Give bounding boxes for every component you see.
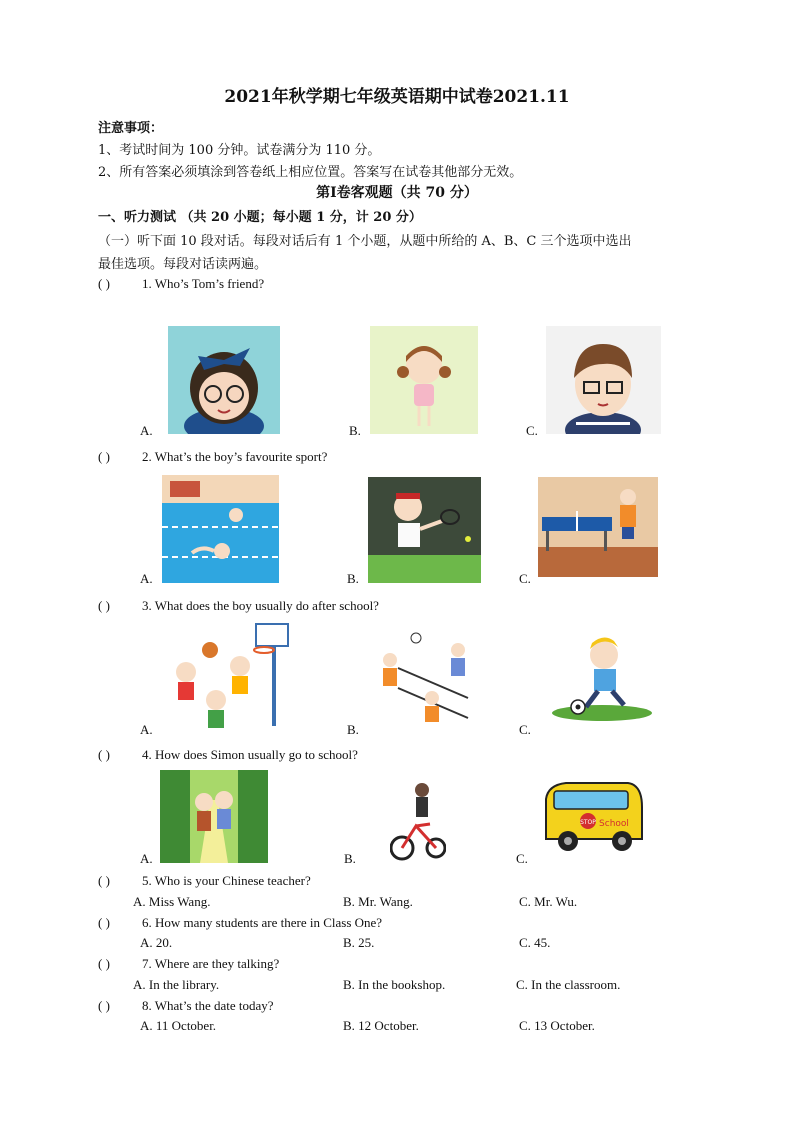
note-item-1: 1、考试时间为 100 分钟。试卷满分为 110 分。	[98, 143, 381, 158]
q7-option-a: A. In the library.	[133, 977, 220, 992]
bus-stop-sign-text: STOP	[580, 819, 596, 826]
answer-blank[interactable]: ( )	[98, 998, 110, 1013]
question-8	[98, 998, 274, 1014]
q2-picture-b-tennis	[368, 477, 481, 583]
q2-option-b-label: B.	[347, 571, 359, 586]
note-item-2: 2、所有答案必须填涂到答卷纸上相应位置。答案写在试卷其他部分无效。	[98, 165, 523, 180]
part1-title: 第Ⅰ卷客观题（共 70 分）	[316, 185, 478, 201]
q2-option-a-label: A.	[140, 571, 153, 586]
q8-option-b: B. 12 October.	[343, 1018, 419, 1033]
question-5-text: 5. Who is your Chinese teacher?	[142, 873, 311, 888]
q3-option-a-label: A.	[140, 722, 153, 737]
section1-title: 一、听力测试 （共 20 小题；每小题 1 分，计 20 分）	[98, 210, 422, 225]
q1-option-c-label: C.	[526, 423, 538, 438]
answer-blank[interactable]: ( )	[98, 276, 110, 291]
q1-picture-c-boy-with-glasses	[546, 326, 661, 434]
q6-option-b: B. 25.	[343, 935, 375, 950]
question-8-text: 8. What’s the date today?	[142, 998, 274, 1013]
q8-option-a: A. 11 October.	[140, 1018, 217, 1033]
answer-blank[interactable]: ( )	[98, 915, 110, 930]
q5-option-b: B. Mr. Wang.	[343, 894, 413, 909]
q4-picture-b-bike	[390, 780, 446, 862]
q6-option-c: C. 45.	[519, 935, 551, 950]
q1-picture-b-girl-with-pigtails	[370, 326, 478, 434]
q2-option-c-label: C.	[519, 571, 531, 586]
q7-option-c: C. In the classroom.	[516, 977, 621, 992]
q1-picture-a-girl-with-bow	[168, 326, 280, 434]
question-1	[98, 276, 264, 292]
question-7-text: 7. Where are they talking?	[142, 956, 280, 971]
question-6	[98, 915, 382, 931]
q4-option-c-label: C.	[516, 851, 528, 866]
question-2-text: 2. What’s the boy’s favourite sport?	[142, 449, 328, 464]
q5-option-a: A. Miss Wang.	[133, 894, 211, 909]
q4-option-b-label: B.	[344, 851, 356, 866]
exam-title: 2021年秋学期七年级英语期中试卷2021.11	[224, 87, 570, 107]
section1-intro-line1: （一）听下面 10 段对话。每段对话后有 1 个小题，从题中所给的 A、B、C 三个选项中选出	[98, 234, 632, 249]
question-6-text: 6. How many students are there in Class One?	[142, 915, 383, 930]
q1-option-a-label: A.	[140, 423, 153, 438]
q4-option-a-label: A.	[140, 851, 153, 866]
answer-blank[interactable]: ( )	[98, 956, 110, 971]
question-4	[98, 747, 358, 763]
notes-heading: 注意事项：	[98, 121, 164, 136]
q3-picture-c-football	[546, 633, 658, 735]
question-3	[98, 598, 379, 614]
q3-picture-a-basketball	[160, 620, 294, 733]
q3-picture-b-volleyball	[368, 628, 478, 730]
q3-option-c-label: C.	[519, 722, 531, 737]
question-5	[98, 873, 311, 889]
answer-blank[interactable]: ( )	[98, 747, 110, 762]
question-4-text: 4. How does Simon usually go to school?	[142, 747, 358, 762]
q2-picture-a-swimming	[162, 475, 279, 583]
question-7	[98, 956, 279, 972]
q7-option-b: B. In the bookshop.	[343, 977, 446, 992]
question-1-text: 1. Who’s Tom’s friend?	[142, 276, 265, 291]
answer-blank[interactable]: ( )	[98, 873, 110, 888]
section1-intro-line2: 最佳选项。每段对话读两遍。	[98, 257, 268, 272]
q2-picture-c-table-tennis	[538, 477, 658, 577]
question-3-text: 3. What does the boy usually do after school?	[142, 598, 379, 613]
q1-option-b-label: B.	[349, 423, 361, 438]
answer-blank[interactable]: ( )	[98, 449, 110, 464]
q3-option-b-label: B.	[347, 722, 359, 737]
q6-option-a: A. 20.	[140, 935, 173, 950]
q5-option-c: C. Mr. Wu.	[519, 894, 578, 909]
bus-school-text: School	[599, 819, 629, 829]
q4-picture-c-school-bus	[540, 777, 646, 857]
q4-picture-a-walking	[160, 770, 268, 863]
q8-option-c: C. 13 October.	[519, 1018, 595, 1033]
question-2	[98, 449, 327, 465]
answer-blank[interactable]: ( )	[98, 598, 110, 613]
